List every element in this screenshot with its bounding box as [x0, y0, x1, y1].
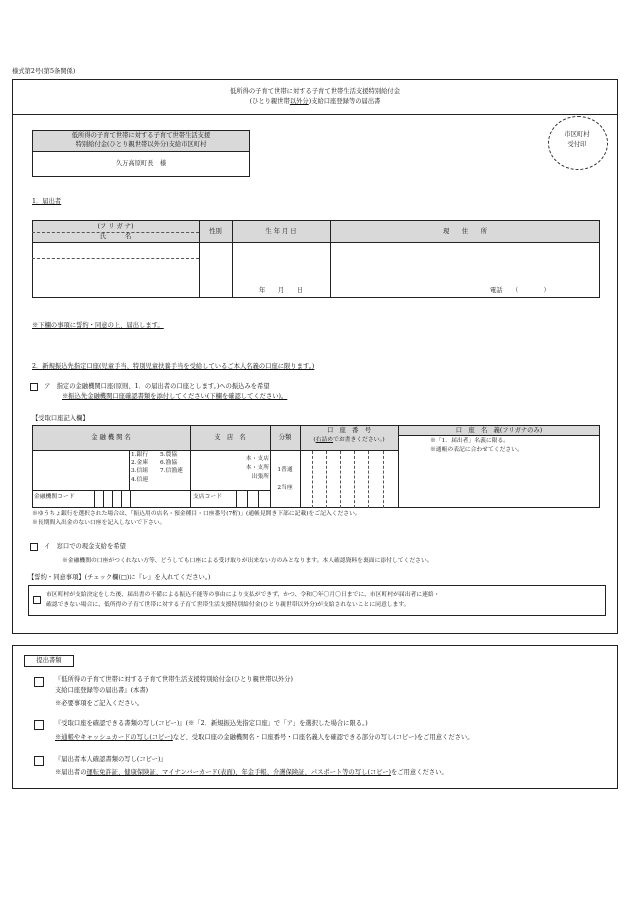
doc3-note: ※届出者の運転免許証、健康保険証、マイナンバーカード(表面)、年金手帳、介護保険証、パスポート等の写し(コピー)をご用意ください。: [55, 769, 448, 776]
account-type-2: 2当座: [277, 485, 293, 491]
doc3-title: 『届出者本人確認書類の写し(コピー)』: [55, 756, 167, 763]
consent-box: [28, 585, 606, 616]
code-line: [103, 490, 104, 508]
doc2-title: 『受取口座を確認できる書類の写し(コピー)』(※「2．新規振込先指定口座」で「ア」を選択した場合に限る。): [55, 720, 368, 727]
gender-label: 性別: [209, 228, 222, 235]
account-type-1: 1普通: [277, 467, 293, 473]
type-header: 分類: [278, 434, 292, 441]
account-number-field[interactable]: [301, 451, 397, 507]
holder-field[interactable]: [399, 456, 599, 507]
holder-note-2: ※通帳の表記に合わせてください。: [430, 447, 523, 453]
branch-header: 支 店 名: [214, 434, 246, 441]
municipality-line1: 低所得の子育て世帯に対する子育て世帯生活支援: [71, 132, 211, 139]
birthdate-label: 生 年 月 日: [265, 228, 297, 235]
title-divider: [12, 114, 618, 115]
branch-type-1: 本・支店: [245, 456, 269, 462]
municipality-line2: 特別給付金(ひとり親世帯以外分)支給市区町村: [75, 141, 207, 148]
form-title-line1: 低所得の子育て世帯に対する子育て世帯生活支援特別給付金: [229, 88, 400, 95]
doc2-note: ※通帳やキャッシュカードの写し(コピー)など、受取口座の金融機関名・口座番号・口座名義人を確認できる部分の写し(コピー)をご用意ください。: [55, 734, 474, 741]
mayor-name: 久万高原町長 様: [115, 160, 167, 167]
name-field[interactable]: [33, 259, 198, 297]
option-i-label: イ 窓口での現金支給を希望: [44, 543, 126, 550]
section2-heading: 2．新規振込先指定口座(児童手当、特別児童扶養手当を受給しているご本人名義の口座に限ります。): [32, 363, 315, 370]
consent-text-1: 市区町村が支給決定をした後、届出書の不備による振込不能等の事由により支払ができず、かつ、令和〇年〇月〇日までに、市区町村が届出者に連絡・: [46, 592, 440, 598]
consent-checkbox[interactable]: [33, 596, 41, 604]
doc1-checkbox[interactable]: [34, 677, 44, 687]
doc3-checkbox[interactable]: [34, 756, 44, 766]
furigana-label: (フ リ ガ ナ): [97, 223, 134, 230]
code-line: [121, 490, 122, 508]
pledge-notice: ※下欄の事項に誓約・同意の上、届出します。: [32, 322, 164, 329]
option-i-note: ※金融機関の口座がつくれない方等、どうしても口座による受け取りが出来ない方のみとなります。本人確認資料を裏面に添付してください。: [62, 558, 433, 564]
doc1-note: ※必要事項をご記入ください。: [55, 700, 144, 707]
bank-type-2: 2.金庫: [131, 460, 149, 466]
option-i-checkbox[interactable]: [30, 543, 38, 551]
documents-title: 提出書類: [36, 657, 62, 664]
account-number-header: 口 座 番 号: [326, 427, 372, 434]
consent-title: 【誓約・同意事項】(チェック欄(□)に『レ』を入れてください。): [28, 574, 211, 581]
option-a-note: ※振込先金融機関口座確認書類を添付してください(下欄を確認してください)。: [62, 393, 288, 400]
branch-type-2: 本・支所: [245, 465, 269, 471]
bank-type-7: 7.信漁連: [160, 468, 183, 474]
longterm-note: ※長期間入出金のない口座を記入しないで下さい。: [32, 520, 166, 526]
form-number: 様式第2号(第5条関係): [12, 68, 76, 75]
bank-name-field[interactable]: [33, 451, 129, 490]
address-field[interactable]: [331, 244, 599, 284]
bank-type-6: 6.漁協: [160, 460, 178, 466]
code-line: [247, 490, 248, 508]
holder-header: 口 座 名 義(フリガナのみ): [455, 427, 543, 434]
receive-account-title: 【受取口座記入欄】: [32, 415, 89, 422]
code-line: [112, 490, 113, 508]
option-a-label: ア 指定の金融機関口座(原則、1．の届出者の口座とします。)への振込みを希望: [44, 383, 270, 390]
stamp-label-2: 受付印: [567, 141, 587, 148]
branch-name-field[interactable]: [191, 451, 221, 490]
doc1-title-1: 『低所得の子育て世帯に対する子育て世帯生活支援特別給付金(ひとり親世帯以外分): [55, 676, 293, 683]
birthdate-ymd: 年 月 日: [258, 287, 304, 294]
yucho-note: ※ゆうちょ銀行を選択された場合は、「振込用の店名・預金種目・口座番号(7桁)」(通帳見開き下部に記載)をご記入ください。: [32, 511, 361, 517]
col-line: [129, 450, 130, 490]
bank-code-label: 金融機関コード: [34, 494, 75, 500]
phone-label: 電話 （ ）: [490, 287, 550, 294]
section1-heading: 1．届出者: [32, 198, 62, 205]
option-a-checkbox[interactable]: [30, 383, 38, 391]
branch-code-field[interactable]: [236, 490, 271, 508]
code-line: [130, 490, 131, 508]
consent-text-2: 確認できない場合に、低所得の子育て世帯に対する子育て世帯生活支援特別給付金(ひとり親世帯以外分)が支給されないことに同意します。: [46, 602, 410, 608]
address-label: 現 住 所: [442, 228, 488, 235]
holder-note-1: ※「1．届出者」名義に限る。: [430, 438, 510, 444]
row-line: [32, 490, 270, 491]
account-number-note: (右詰めでお書きください。): [313, 437, 385, 443]
row-line: [398, 435, 600, 436]
bank-type-3: 3.信組: [131, 468, 149, 474]
bank-type-1: 1.銀行: [131, 452, 149, 458]
form-title-line2: (ひとり親世帯以外分)支給口座登録等の届出書: [249, 98, 381, 105]
gender-field[interactable]: [200, 244, 231, 297]
bank-type-4: 4.信連: [131, 477, 149, 483]
doc2-checkbox[interactable]: [34, 720, 44, 730]
bank-name-header: 金 融 機 関 名: [91, 434, 131, 441]
doc1-title-2: 支給口座登録等の届出書』(本書): [55, 687, 149, 694]
branch-type-3: 出張所: [251, 474, 269, 480]
branch-code-label: 支店コード: [193, 494, 222, 500]
name-label: 氏 名: [99, 233, 132, 240]
bank-type-5: 5.農協: [160, 452, 178, 458]
stamp-label-1: 市区町村: [564, 131, 590, 138]
documents-frame: [12, 645, 618, 789]
code-line: [258, 490, 259, 508]
